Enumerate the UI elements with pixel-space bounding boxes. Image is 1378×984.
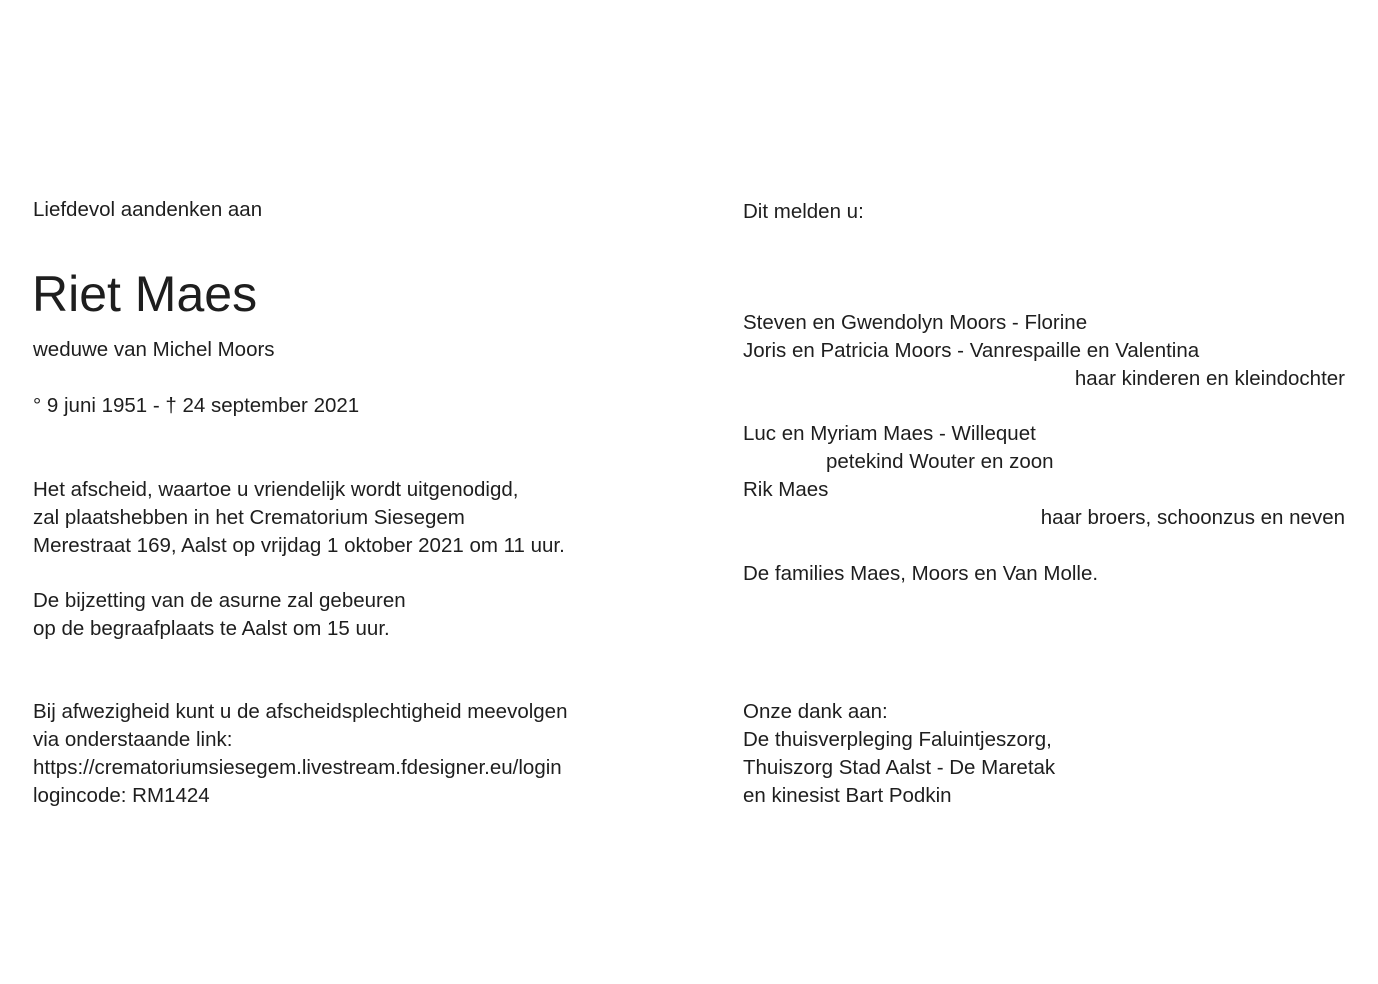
- godchild-text: petekind Wouter en zoon: [826, 450, 1054, 473]
- children-list: [743, 309, 1199, 365]
- brother-family: Rik Maes: [743, 478, 829, 501]
- livestream-link[interactable]: https://crematoriumsiesegem.livestream.fdesigner.eu/login: [33, 756, 562, 779]
- farewell-line: Het afscheid, waartoe u vriendelijk wordt uitgenodigd,: [33, 478, 519, 501]
- farewell-line: Merestraat 169, Aalst op vrijdag 1 oktober 2021 om 11 uur.: [33, 534, 565, 557]
- announce-intro: Dit melden u:: [743, 200, 864, 223]
- thanks-line: Onze dank aan:: [743, 700, 888, 723]
- life-dates: ° 9 juni 1951 - † 24 september 2021: [33, 394, 360, 417]
- burial-paragraph: [33, 587, 406, 643]
- families-text: De families Maes, Moors en Van Molle.: [743, 562, 1099, 585]
- farewell-paragraph: [33, 476, 565, 560]
- child-family: Joris en Patricia Moors - Vanrespaille en Valentina: [743, 339, 1200, 362]
- deceased-name: Riet Maes: [32, 266, 258, 322]
- thanks-line: De thuisverpleging Faluintjeszorg,: [743, 728, 1052, 751]
- child-family: Steven en Gwendolyn Moors - Florine: [743, 311, 1088, 334]
- thanks-paragraph: [743, 698, 1055, 810]
- livestream-line: via onderstaande link:: [33, 728, 233, 751]
- intro-text: Liefdevol aandenken aan: [33, 198, 263, 221]
- brother-family: Luc en Myriam Maes - Willequet: [743, 422, 1036, 445]
- livestream-paragraph: [33, 698, 567, 810]
- thanks-line: en kinesist Bart Podkin: [743, 784, 952, 807]
- farewell-line: zal plaatshebben in het Crematorium Siesegem: [33, 506, 465, 529]
- spouse-text: weduwe van Michel Moors: [33, 338, 275, 361]
- children-role: haar kinderen en kleindochter: [1074, 367, 1345, 390]
- thanks-line: Thuiszorg Stad Aalst - De Maretak: [743, 756, 1056, 779]
- burial-line: De bijzetting van de asurne zal gebeuren: [33, 589, 406, 612]
- siblings-role: haar broers, schoonzus en neven: [1040, 506, 1345, 529]
- livestream-line: Bij afwezigheid kunt u de afscheidsplechtigheid meevolgen: [33, 700, 568, 723]
- login-code: logincode: RM1424: [33, 784, 210, 807]
- burial-line: op de begraafplaats te Aalst om 15 uur.: [33, 617, 390, 640]
